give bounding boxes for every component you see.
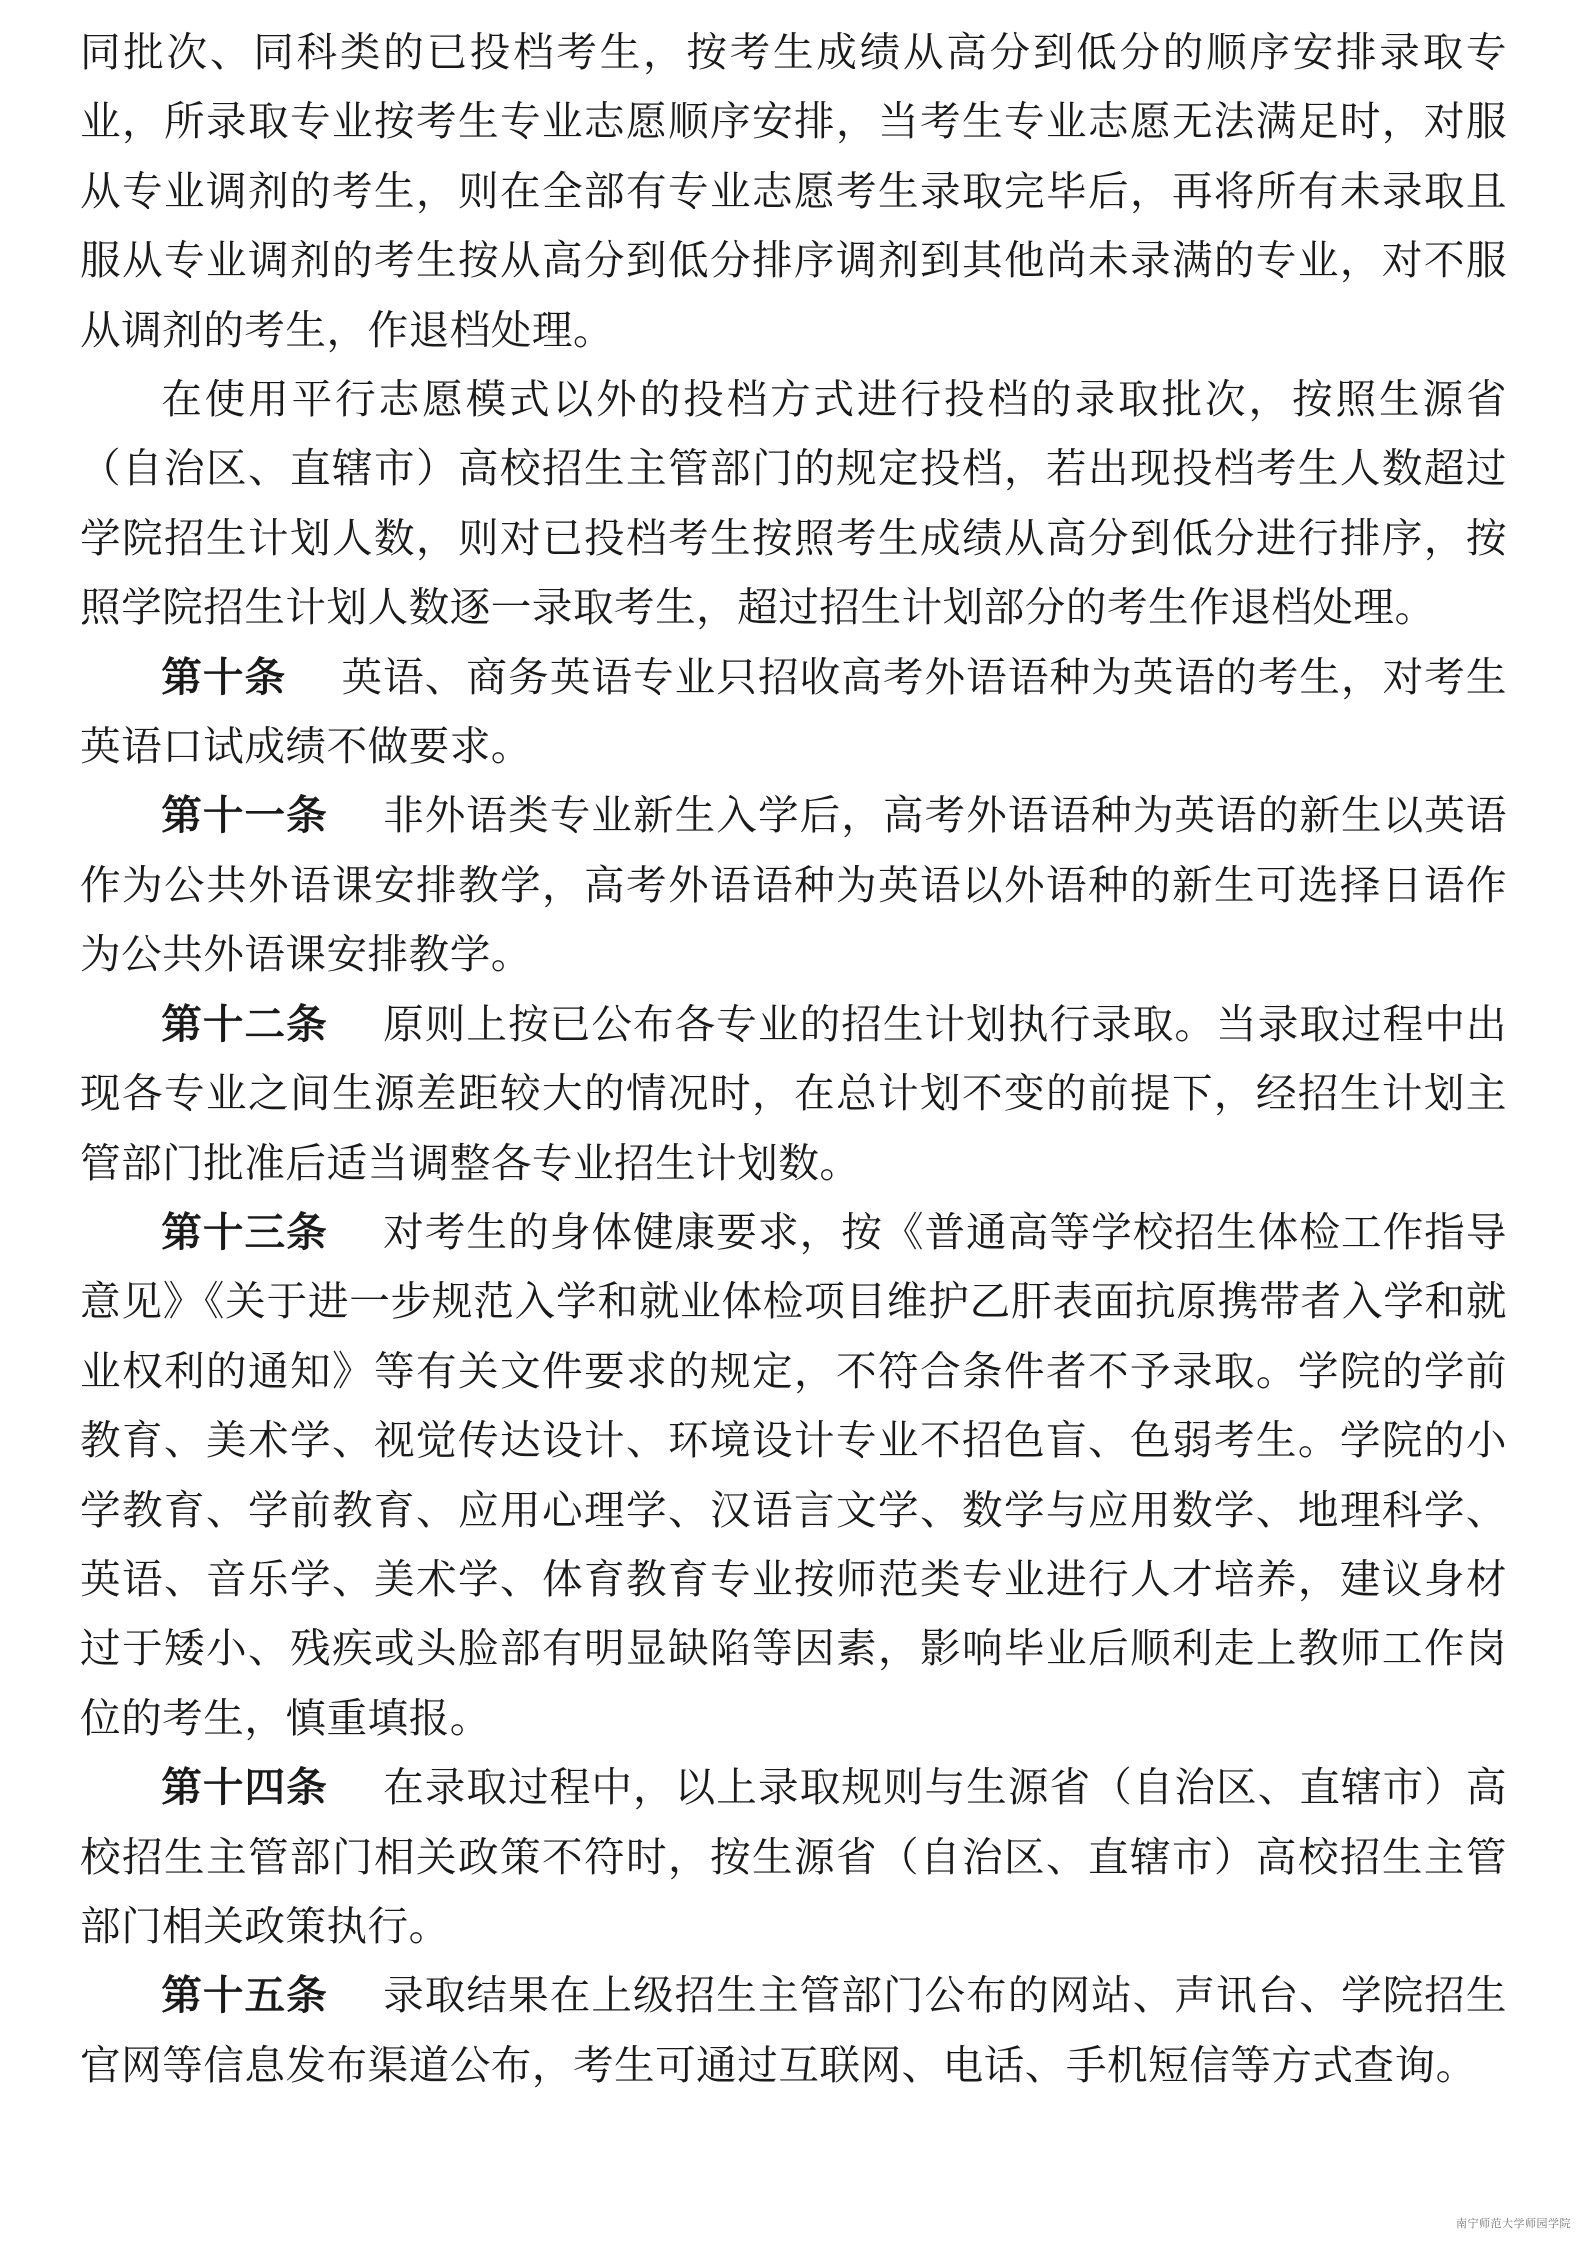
paragraph-text: 同批次、同科类的已投档考生，按考生成绩从高分到低分的顺序安排录取专业，所录取专业按考生专业志愿顺序安排，当考生专业志愿无法满足时，对服从专业调剂的考生，则在全部有专业志愿考生录取完毕后，再将所有未录取且服从专业调剂的考生按从高分到低分排序调剂到其他尚未录满的专业，对不服从调剂的考生，作退档处理。 bbox=[80, 28, 1507, 354]
paragraph-text: 在使用平行志愿模式以外的投档方式进行投档的录取批次，按照生源省（自治区、直辖市）高校招生主管部门的规定投档，若出现投档考生人数超过学院招生计划人数，则对已投档考生按照考生成绩从高分到低分进行排序，按照学院招生计划人数逐一录取考生，超过招生计划部分的考生作退档处理。 bbox=[80, 375, 1507, 632]
article-text: 英语、商务英语专业只招收高考外语语种为英语的考生，对考生英语口试成绩不做要求。 bbox=[80, 652, 1508, 771]
article-text: 原则上按已公布各专业的招生计划执行录取。当录取过程中出现各专业之间生源差距较大的情况时，在总计划不变的前提下，经招生计划主管部门批准后适当调整各专业招生计划数。 bbox=[80, 999, 1508, 1187]
article-11 bbox=[80, 781, 1507, 989]
article-15 bbox=[80, 1961, 1507, 2100]
article-number: 第十一条 bbox=[161, 791, 328, 840]
paragraph-parallel-volunteer bbox=[80, 365, 1507, 643]
article-13 bbox=[80, 1198, 1507, 1753]
article-number: 第十条 bbox=[161, 652, 287, 701]
article-14 bbox=[80, 1753, 1507, 1961]
article-text: 对考生的身体健康要求，按《普通高等学校招生体检工作指导意见》《关于进一步规范入学和就业体检项目维护乙肝表面抗原携带者入学和就业权利的通知》等有关文件要求的规定，不符合条件者不予录取。学院的学前教育、美术学、视觉传达设计、环境设计专业不招色盲、色弱考生。学院的小学教育、学前教育、应用心理学、汉语言文学、数学与应用数学、地理科学、英语、音乐学、美术学、体育教育专业按师范类专业进行人才培养，建议身材过于矮小、残疾或头脸部有明显缺陷等因素，影响毕业后顺利走上教师工作岗位的考生，慎重填报。 bbox=[80, 1207, 1508, 1742]
article-number: 第十三条 bbox=[161, 1207, 328, 1256]
paragraph-continuation bbox=[80, 18, 1507, 365]
article-number: 第十四条 bbox=[161, 1763, 328, 1812]
article-text: 录取结果在上级招生主管部门公布的网站、声讯台、学院招生官网等信息发布渠道公布，考生可通过互联网、电话、手机短信等方式查询。 bbox=[80, 1971, 1508, 2089]
article-number: 第十五条 bbox=[161, 1971, 328, 2020]
article-12 bbox=[80, 990, 1507, 1198]
article-text: 在录取过程中，以上录取规则与生源省（自治区、直辖市）高校招生主管部门相关政策不符时，按生源省（自治区、直辖市）高校招生主管部门相关政策执行。 bbox=[80, 1763, 1508, 1950]
article-text: 非外语类专业新生入学后，高考外语语种为英语的新生以英语作为公共外语课安排教学，高考外语语种为英语以外语种的新生可选择日语作为公共外语课安排教学。 bbox=[80, 791, 1508, 979]
article-number: 第十二条 bbox=[161, 999, 328, 1048]
article-10 bbox=[80, 643, 1507, 782]
watermark-text: 南宁师范大学师园学院 bbox=[1456, 2217, 1571, 2230]
